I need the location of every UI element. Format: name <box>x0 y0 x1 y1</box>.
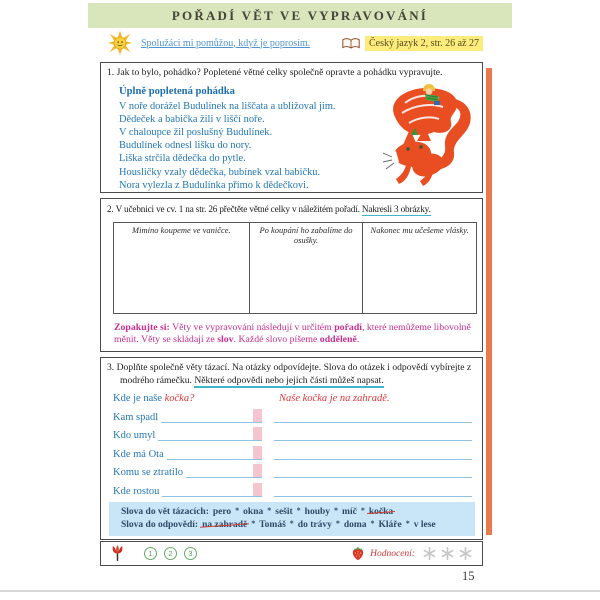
asterisk-separator-icon: * <box>335 519 340 528</box>
asterisk-separator-icon: * <box>235 505 240 515</box>
page-title-band <box>88 3 512 28</box>
question-label: Komu se ztratilo <box>113 467 183 478</box>
footer-bar <box>100 541 483 566</box>
answer-blank-line[interactable] <box>274 408 472 423</box>
reference-badge: Český jazyk 2, str. 26 až 27 <box>365 36 483 51</box>
word-bank-word: doma <box>343 520 367 530</box>
rating-star-icon[interactable] <box>459 547 472 560</box>
asterisk-separator-icon: * <box>370 519 375 528</box>
question-row <box>113 423 472 442</box>
exercise-2-box <box>100 198 483 352</box>
asterisk-separator-icon: * <box>334 505 339 515</box>
page-title: POŘADÍ VĚT VE VYPRAVOVÁNÍ <box>171 7 429 23</box>
pink-marker[interactable] <box>253 464 262 478</box>
example-question-prefix: Kde je naše <box>113 393 165 404</box>
word-bank-word: pero <box>212 506 232 517</box>
instruction-text: 3. Doplňte společně věty tázací. Na otázky odpovídejte. Slova do otázek i odpovědí vybírejte z modrého rámečku. <box>107 362 472 386</box>
fox-illustration <box>383 83 479 189</box>
drawing-cell[interactable] <box>362 223 476 313</box>
word-bank-word: okna <box>243 506 264 517</box>
accent-bar <box>486 68 492 535</box>
example-question-word: kočka? <box>164 393 195 404</box>
page-number: 15 <box>462 569 475 583</box>
subheader-row <box>100 30 483 56</box>
exercise-3-instruction <box>107 362 476 387</box>
pink-marker[interactable] <box>253 409 262 423</box>
word-bank-line <box>121 505 471 519</box>
pink-marker[interactable] <box>253 446 262 460</box>
step-numbers <box>144 547 197 560</box>
note-segment: slov <box>217 334 234 345</box>
note-segment: . <box>356 334 360 345</box>
question-blank-line[interactable] <box>167 445 253 460</box>
story-line: Housličky vzaly dědečka, bubínek vzal babičku. <box>119 166 321 178</box>
exercise-3-box <box>100 357 483 540</box>
answer-blank-line[interactable] <box>274 482 472 497</box>
rating-star-icon[interactable] <box>441 547 454 560</box>
word-bank-line <box>121 518 471 532</box>
asterisk-separator-icon: * <box>360 505 365 515</box>
answer-blank-line[interactable] <box>274 463 472 478</box>
note-segment: , které nemůžeme libovolně měnit. Věty se skládají ze <box>114 321 471 345</box>
instruction-underlined-text: Některé odpovědi nebo jejich části můžeš napsat. <box>194 375 383 389</box>
rating-star-icon[interactable] <box>423 547 436 560</box>
step-number: 2 <box>164 547 177 560</box>
word-bank-word: Kláře <box>378 520 402 530</box>
story-line: Budulínek odnesl lišku do nory. <box>119 140 252 152</box>
question-row <box>113 460 472 479</box>
example-question <box>113 393 279 404</box>
example-answer: Naše kočka je na zahradě. <box>279 393 390 404</box>
word-bank-word: Tomáš <box>259 520 286 530</box>
drawing-table <box>113 222 477 314</box>
word-bank-word-crossed: na zahradě <box>202 520 248 530</box>
word-bank-word: v lese <box>413 520 436 530</box>
step-number: 1 <box>144 547 157 560</box>
pink-marker[interactable] <box>253 483 262 497</box>
strawberry-icon <box>351 546 365 561</box>
exercise-1-instruction: 1. Jak to bylo, pohádko? Popletené větné celky společně opravte a pohádku vypravujte. <box>107 67 443 78</box>
exercise-1-box <box>100 62 483 193</box>
question-blank-line[interactable] <box>158 426 253 441</box>
motto-text: Spolužáci mi pomůžou, když je poprosím. <box>141 37 311 49</box>
asterisk-separator-icon: * <box>405 519 410 528</box>
drawing-cell[interactable] <box>114 223 249 313</box>
note-segment: odděleně <box>319 334 357 345</box>
word-bank-word-crossed: kočka <box>368 506 394 517</box>
asterisk-separator-icon: * <box>289 519 294 528</box>
story-text <box>119 100 391 192</box>
table-header: Po koupání ho zabalíme do osušky. <box>259 224 353 245</box>
asterisk-separator-icon: * <box>267 505 272 515</box>
review-note <box>114 322 472 347</box>
question-label: Kde rostou <box>113 485 160 497</box>
exercise-2-instruction <box>107 203 476 216</box>
sun-icon <box>108 31 132 55</box>
drawing-cell[interactable] <box>249 223 363 313</box>
asterisk-separator-icon: * <box>251 519 256 528</box>
story-line: V noře dorážel Budulínek na liščata a ubližoval jim. <box>119 100 336 112</box>
tulip-icon <box>111 544 124 563</box>
table-header: Nakonec mu učešeme vlásky. <box>370 224 469 235</box>
instruction-underlined-text: Nakresli 3 obrázky. <box>362 204 431 216</box>
question-blank-line[interactable] <box>162 482 253 497</box>
story-line: Nora vylezla z Budulínka přímo k dědečkovi. <box>119 179 309 191</box>
answer-blank-line[interactable] <box>274 445 472 460</box>
rating-stars <box>423 547 472 560</box>
story-line: Liška strčila dědečka do pytle. <box>119 153 246 165</box>
note-segment: . Každé slovo píšeme <box>233 334 320 345</box>
question-label: Kdo umyl <box>113 430 156 441</box>
question-row <box>113 404 472 423</box>
note-segment: Zopakujte si: <box>114 321 170 333</box>
step-number: 3 <box>184 547 197 560</box>
instruction-text: 2. V učebnici ve cv. 1 na str. 26 přečtěte větné celky v náležitém pořadí. <box>107 204 362 214</box>
answer-blank-line[interactable] <box>274 426 472 441</box>
question-row <box>113 441 472 460</box>
asterisk-separator-icon: * <box>296 505 301 515</box>
word-bank-word: houby <box>304 506 331 517</box>
word-bank-word: míč <box>342 506 357 517</box>
question-label: Kam spadl <box>113 411 159 423</box>
book-icon <box>342 37 360 50</box>
table-header: Mimino koupeme ve vaničce. <box>132 224 231 235</box>
rating-label: Hodnocení: <box>370 548 415 559</box>
pink-marker[interactable] <box>253 427 262 441</box>
question-label: Kde má Ota <box>113 448 164 460</box>
question-blank-line[interactable] <box>186 463 253 478</box>
word-bank-label: Slova do odpovědí: <box>121 520 199 530</box>
word-bank-word: sešit <box>275 506 293 517</box>
note-segment: pořadí <box>334 321 362 333</box>
note-segment: Věty ve vypravování následují v určitém <box>169 321 335 333</box>
story-line: V chaloupce žil poslušný Budulínek. <box>119 126 273 138</box>
question-blank-line[interactable] <box>161 408 253 423</box>
word-bank <box>109 502 475 536</box>
question-row <box>113 478 472 497</box>
example-row <box>113 393 470 404</box>
bottom-edge <box>0 590 600 592</box>
story-line: Dědeček a babička žili v liščí noře. <box>119 113 265 125</box>
story-title: Úplně popletená pohádka <box>119 85 235 97</box>
word-bank-word: do trávy <box>297 520 332 530</box>
word-bank-label: Slova do vět tázacích: <box>121 506 209 517</box>
